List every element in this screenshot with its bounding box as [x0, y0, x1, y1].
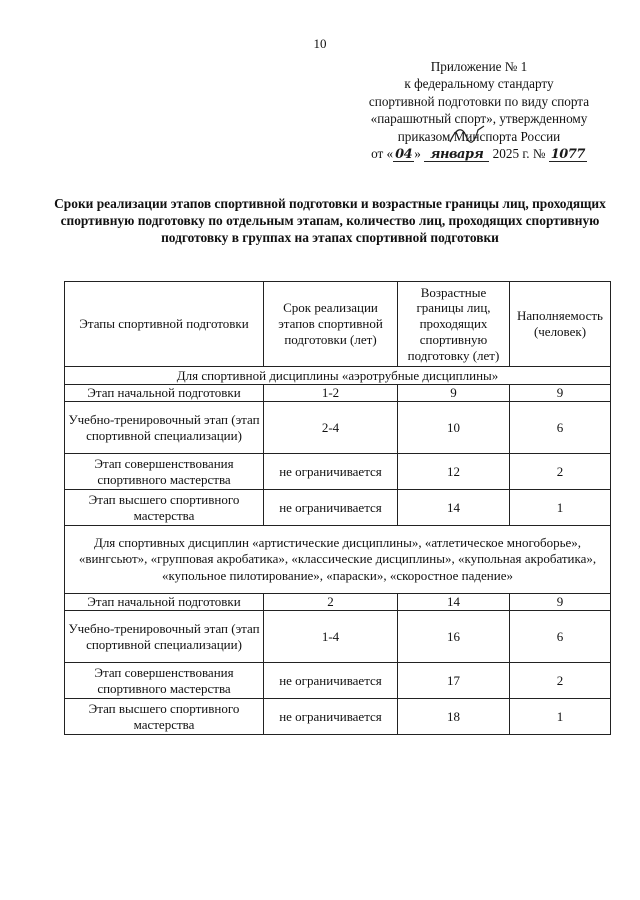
cell-age: 10 — [398, 402, 510, 454]
date-mid: » — [414, 146, 421, 162]
cell-duration: не ограничивается — [264, 663, 398, 699]
cell-stage: Этап высшего спортивного мастерства — [65, 699, 264, 735]
table-row — [65, 385, 611, 402]
header-age-limits: Возрастные границы лиц, проходящих спортивную подготовку (лет) — [398, 282, 510, 367]
order-number-handwritten: 1077 — [550, 147, 585, 163]
cell-duration: не ограничивается — [264, 699, 398, 735]
cell-group-size: 1 — [510, 699, 611, 735]
table-row — [65, 490, 611, 526]
date-day-handwritten: 04 — [395, 147, 413, 163]
cell-age: 18 — [398, 699, 510, 735]
cell-duration: 1-2 — [264, 385, 398, 402]
date-prefix: от « — [371, 146, 394, 162]
appendix-line-4: «парашютный спорт», утвержденному — [370, 111, 588, 127]
cell-age: 16 — [398, 611, 510, 663]
cell-duration: 2-4 — [264, 402, 398, 454]
cell-stage: Этап совершенствования спортивного мастерства — [65, 663, 264, 699]
cell-age: 14 — [398, 594, 510, 611]
cell-age: 12 — [398, 454, 510, 490]
page-number: 10 — [313, 36, 327, 51]
appendix-line-1: Приложение № 1 — [430, 59, 528, 74]
header-group-size: Наполняемость (человек) — [510, 282, 611, 367]
section-2-title: Для спортивных дисциплин «артистические дисциплины», «атлетическое многоборье», «вингсьют», «групповая акробатика», «классические дисциплины», «купольная акробатика», «купольное пилотирование», «параски», «скоростное падение» — [65, 526, 611, 594]
cell-age: 9 — [398, 385, 510, 402]
table-row — [65, 594, 611, 611]
table-row — [65, 402, 611, 454]
cell-group-size: 9 — [510, 385, 611, 402]
section-1-title-row — [65, 367, 611, 385]
appendix-line-3: спортивной подготовки по виду спорта — [368, 93, 590, 109]
table-header-row — [65, 282, 611, 367]
table-row — [65, 663, 611, 699]
cell-age: 14 — [398, 490, 510, 526]
appendix-line-5 — [330, 128, 628, 145]
appendix-block — [330, 58, 628, 162]
cell-stage: Этап совершенствования спортивного мастерства — [65, 454, 264, 490]
cell-group-size: 9 — [510, 594, 611, 611]
date-year: 2025 г. № — [492, 146, 546, 162]
cell-group-size: 2 — [510, 663, 611, 699]
cell-group-size: 2 — [510, 454, 611, 490]
section-2-title-row — [65, 526, 611, 594]
cell-stage: Этап высшего спортивного мастерства — [65, 490, 264, 526]
cell-stage: Этап начальной подготовки — [65, 594, 264, 611]
document-title: Сроки реализации этапов спортивной подготовки и возрастные границы лиц, проходящих спортивную подготовку по отдельным этапам, количество лиц, проходящих спортивную подготовку в группах на этапах спортивной подготовки — [54, 196, 606, 245]
signature-mark-icon — [448, 124, 488, 146]
cell-group-size: 6 — [510, 611, 611, 663]
appendix-line-2: к федеральному стандарту — [404, 76, 554, 92]
cell-duration: 2 — [264, 594, 398, 611]
cell-stage: Учебно-тренировочный этап (этап спортивной специализации) — [65, 402, 264, 454]
cell-stage: Учебно-тренировочный этап (этап спортивной специализации) — [65, 611, 264, 663]
table-row — [65, 454, 611, 490]
cell-stage: Этап начальной подготовки — [65, 385, 264, 402]
date-month-handwritten: января — [424, 148, 489, 162]
header-stages: Этапы спортивной подготовки — [65, 282, 264, 367]
cell-duration: не ограничивается — [264, 454, 398, 490]
cell-age: 17 — [398, 663, 510, 699]
cell-duration: не ограничивается — [264, 490, 398, 526]
table-row — [65, 699, 611, 735]
appendix-order-text: приказом Минспорта России — [397, 128, 561, 144]
stages-table — [64, 281, 611, 735]
cell-group-size: 1 — [510, 490, 611, 526]
table-row — [65, 611, 611, 663]
cell-duration: 1-4 — [264, 611, 398, 663]
section-1-title: Для спортивной дисциплины «аэротрубные дисциплины» — [65, 367, 611, 385]
header-duration: Срок реализации этапов спортивной подготовки (лет) — [264, 282, 398, 367]
appendix-date-line — [330, 145, 628, 162]
cell-group-size: 6 — [510, 402, 611, 454]
